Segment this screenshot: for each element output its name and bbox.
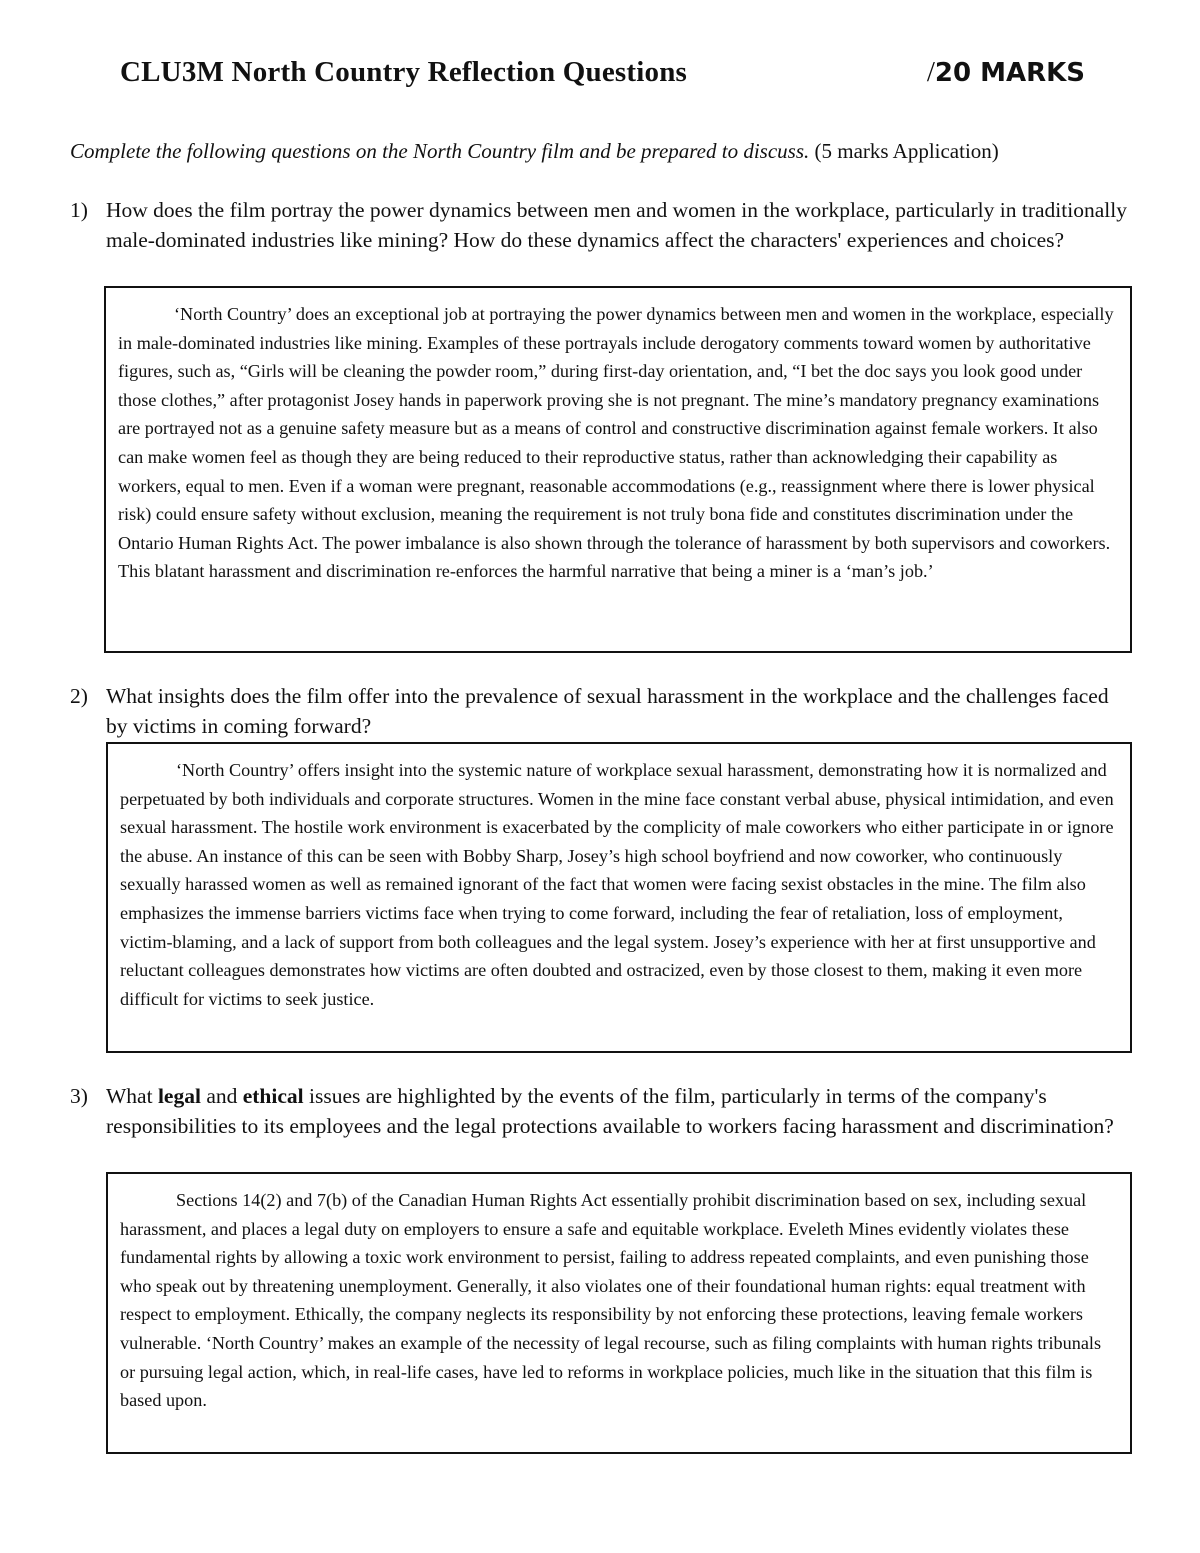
- question-3: [70, 1081, 1130, 1141]
- question-text-part: issues are highlighted by the events of the film, particularly in terms of the company's responsibilities to its employees and the legal protections available to workers facing harassment and discrimination?: [106, 1084, 1114, 1138]
- question-text: What insights does the film offer into the prevalence of sexual harassment in the workplace and the challenges faced by victims in coming forward?: [106, 684, 1109, 738]
- total-marks: [927, 56, 1085, 89]
- document-title: CLU3M North Country Reflection Questions: [120, 56, 688, 88]
- question-number: 1): [70, 198, 88, 222]
- question-text-part: What: [106, 1084, 158, 1108]
- marks-slash: /: [926, 56, 935, 88]
- question-keyword-ethical: ethical: [242, 1084, 304, 1108]
- document-header: [120, 56, 1085, 96]
- answer-text: ‘North Country’ does an exceptional job at portraying the power dynamics between men and women in the workplace, especially in male-dominated industries like mining. Examples of these portrayals include derogatory comments toward women by authoritative figures, such as, “Girls will be cleaning the powder room,” during first-day orientation, and, “I bet the doc says you look good under those clothes,” after protagonist Josey hands in paperwork proving she is not pregnant. The mine’s mandatory pregnancy examinations are portrayed not as a genuine safety measure but as a means of control and constructive discrimination against female workers. It also can make women feel as though they are being reduced to their reproductive status, rather than acknowledging their capability as workers, equal to men. Even if a woman were pregnant, reasonable accommodations (e.g., reassignment where there is lower physical risk) could ensure safety without exclusion, meaning the requirement is not truly bona fide and constitutes discrimination under the Ontario Human Rights Act. The power imbalance is also shown through the tolerance of harassment by both supervisors and coworkers. This blatant harassment and discrimination re-enforces the harmful narrative that being a miner is a ‘man’s job.’: [118, 304, 1114, 582]
- instructions-italic: Complete the following questions on the North Country film and be prepared to discuss.: [70, 139, 810, 163]
- answer-box-1: [104, 286, 1132, 653]
- marks-value: 20 MARKS: [934, 58, 1085, 88]
- question-number: 3): [70, 1084, 88, 1108]
- answer-box-3: [106, 1172, 1132, 1454]
- answer-text: ‘North Country’ offers insight into the systemic nature of workplace sexual harassment, demonstrating how it is normalized and perpetuated by both individuals and corporate structures. Women in the mine face constant verbal abuse, physical intimidation, and even sexual harassment. The hostile work environment is exacerbated by the complicity of male coworkers who either participate in or ignore the abuse. An instance of this can be seen with Bobby Sharp, Josey’s high school boyfriend and now coworker, who continuously sexually harassed women as well as remained ignorant of the fact that women were facing sexist obstacles in the mine. The film also emphasizes the immense barriers victims face when trying to come forward, including the fear of retaliation, loss of employment, victim-blaming, and a lack of support from both colleagues and the legal system. Josey’s experience with her at first unsupportive and reluctant colleagues demonstrates how victims are often doubted and ostracized, even by those closest to them, making it even more difficult for victims to seek justice.: [120, 760, 1114, 1009]
- question-number: 2): [70, 684, 88, 708]
- instructions: [70, 137, 1150, 165]
- instructions-marks: (5 marks Application): [809, 139, 999, 163]
- question-keyword-legal: legal: [157, 1084, 201, 1108]
- answer-box-2: [106, 742, 1132, 1053]
- question-2: [70, 681, 1130, 741]
- answer-text: Sections 14(2) and 7(b) of the Canadian Human Rights Act essentially prohibit discrimination based on sex, including sexual harassment, and places a legal duty on employers to ensure a safe and equitable workplace. Eveleth Mines evidently violates these fundamental rights by allowing a toxic work environment to persist, failing to address repeated complaints, and even punishing those who speak out by threatening unemployment. Generally, it also violates one of their foundational human rights: equal treatment with respect to employment. Ethically, the company neglects its responsibility by not enforcing these protections, leaving female workers vulnerable. ‘North Country’ makes an example of the necessity of legal recourse, such as filing complaints with human rights tribunals or pursuing legal action, which, in real-life cases, have led to reforms in workplace policies, much like in the situation that this film is based upon.: [120, 1190, 1102, 1411]
- question-text-part: and: [200, 1084, 243, 1108]
- question-text: How does the film portray the power dynamics between men and women in the workplace, particularly in traditionally male-dominated industries like mining? How do these dynamics affect the characters' experiences and choices?: [106, 198, 1127, 252]
- question-text: [106, 1081, 1130, 1141]
- question-1: [70, 195, 1130, 255]
